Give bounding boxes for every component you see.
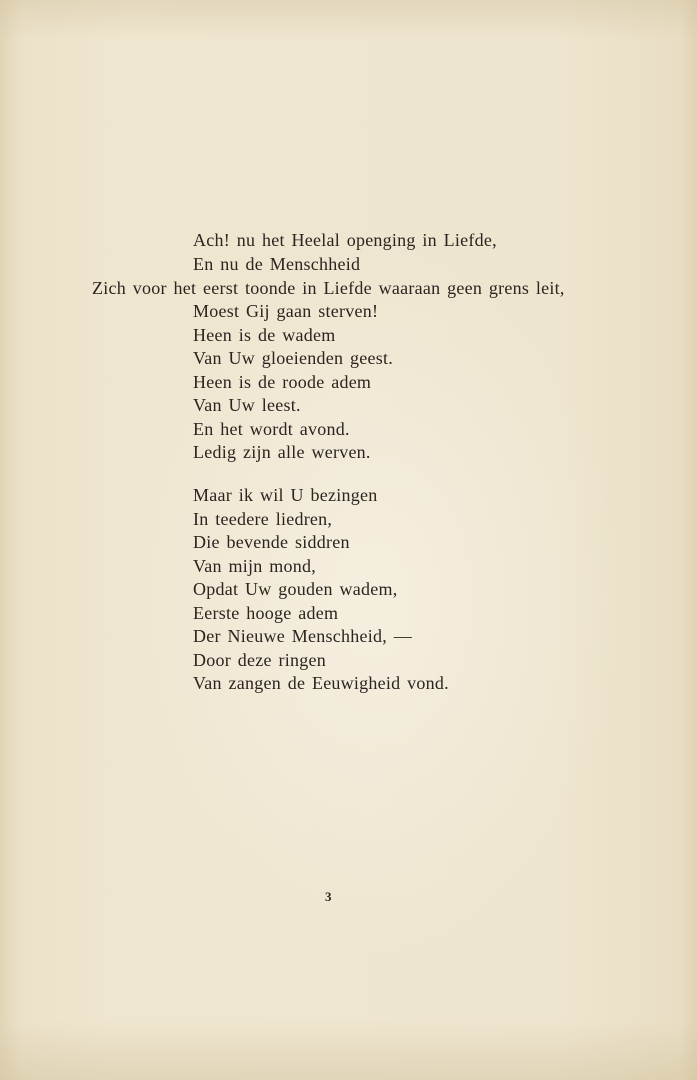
- poem-line: Zich voor het eerst toonde in Liefde waaraan geen grens leit,: [92, 278, 565, 298]
- poem-line: Opdat Uw gouden wadem,: [193, 579, 398, 599]
- poem-line: Van zangen de Eeuwigheid vond.: [193, 673, 449, 693]
- poem-line: En nu de Menschheid: [193, 254, 361, 274]
- poem-line: En het wordt avond.: [193, 419, 350, 439]
- poem-line: Van Uw gloeienden geest.: [193, 348, 393, 368]
- poem-line: Door deze ringen: [193, 650, 326, 670]
- poem-line: Van mijn mond,: [193, 556, 316, 576]
- poem-line: Van Uw leest.: [193, 395, 301, 415]
- page-number: 3: [325, 889, 332, 904]
- poem-line: Maar ik wil U bezingen: [193, 485, 378, 505]
- poem-line: Die bevende siddren: [193, 532, 350, 552]
- poem-line: Heen is de roode adem: [193, 372, 372, 392]
- poem-line: Eerste hooge adem: [193, 603, 339, 623]
- poem-line: Heen is de wadem: [193, 325, 336, 345]
- poem-line: Ach! nu het Heelal openging in Liefde,: [193, 230, 497, 250]
- poem-line: In teedere liedren,: [193, 509, 333, 529]
- poem-line: Ledig zijn alle werven.: [193, 442, 371, 462]
- poem-line: Der Nieuwe Menschheid, —: [193, 626, 412, 646]
- poem-line: Moest Gij gaan sterven!: [193, 301, 379, 321]
